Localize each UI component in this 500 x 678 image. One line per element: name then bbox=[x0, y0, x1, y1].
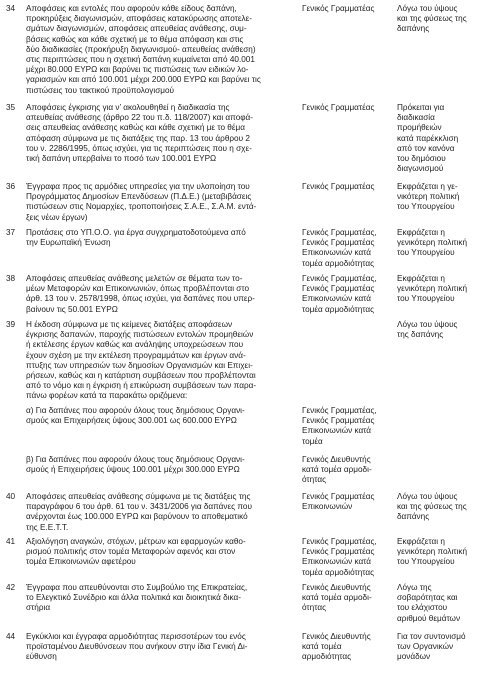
row-description: Εγκύκλιοι και έγγραφα αρμοδιότητας περισσοτέρων του ενός προϊσταμένου Διευθύνσεων που ανήκουν στην ίδια Γενική Δι- εύθυνση bbox=[26, 632, 248, 662]
row-official: Γενικός Γραμματέας bbox=[302, 182, 375, 191]
row-description: Έγγραφα που απευθύνονται στο Συμβούλιο της Επικρατείας, το Ελεγκτικό Συνέδριο και άλλα πολιτικά και διοικητικά δικα- στήρια bbox=[26, 583, 248, 613]
row-reason: Εκφράζεται η γενικότερη πολιτική του Υπουργείου bbox=[397, 274, 468, 304]
row-reason: Λόγω του ύψους και της φύσεως της δαπάνης bbox=[397, 492, 467, 522]
row-official: Γενικός Διευθυντής κατά τομέα αρμοδι- ότητας bbox=[302, 455, 372, 485]
row-reason: Εκφράζεται η γενικότερη πολιτική του Υπουργείου bbox=[397, 537, 468, 567]
row-number: 36 bbox=[6, 182, 16, 191]
row-number: 35 bbox=[6, 103, 16, 112]
row-reason: Λόγω του ύψους της δαπάνης bbox=[397, 320, 458, 340]
row-number: 37 bbox=[6, 228, 16, 237]
row-description: α) Για δαπάνες που αφορούν όλους τους δημόσιους Οργανι- σμούς και Επιχειρήσεις ύψους 300.001 ως 600.000 ΕΥΡΩ bbox=[26, 406, 245, 426]
row-reason: Λόγω του ύψους και της φύσεως της δαπάνης bbox=[397, 4, 467, 34]
row-official: Γενικός Διευθυντής κατά τομέα αρμοδι- ότητας bbox=[302, 583, 372, 613]
row-number: 42 bbox=[6, 583, 16, 592]
row-official: Γενικός Γραμματέας bbox=[302, 103, 375, 112]
row-number: 38 bbox=[6, 274, 16, 283]
row-number: 34 bbox=[6, 4, 16, 13]
row-reason: Εκφράζεται η γε- νικότερη πολιτική του Υπουργείου bbox=[397, 182, 460, 212]
row-description: Προτάσεις στο ΥΠ.Ο.Ο. για έργα συγχρηματοδοτούμενα από την Ευρωπαϊκή Ένωση bbox=[26, 228, 246, 248]
row-number: 39 bbox=[6, 320, 16, 329]
row-description: Έγγραφα προς τις αρμόδιες υπηρεσίες για την υλοποίηση του Προγράμματος Δημοσίων Επενδύσεων (Π.Δ.Ε.) (μεταβιβάσεις πιστώσεων στις Νομαρχίες, τροποποιήσεις Σ.Α.Ε., Σ.Α.Μ. εντά- ξεις νέων έργων) bbox=[26, 182, 257, 222]
row-description: β) Για δαπάνες που αφορούν όλους τους δημόσιους Οργανι- σμούς ή Επιχειρήσεις ύψους 100.001 μέχρι 300.000 ΕΥΡΩ bbox=[26, 455, 245, 475]
row-description: Αποφάσεις απευθείας ανάθεσης σύμφωνα με τις διατάξεις της παραγράφου 6 του άρθ. 61 του ν. 3431/2006 για δαπάνες που ανέρχονται έως 100.000 ΕΥΡΩ και βαρύνουν το αποθεματικό της Ε.Ε.Τ.Τ. bbox=[26, 492, 252, 532]
row-official: Γενικός Γραμματέας, Γενικός Γραμματέας Επικοινωνιών κατά τομέα bbox=[302, 406, 377, 446]
row-official: Γενικός Γραμματέας, Γενικός Γραμματέας Επικοινωνιών κατά τομέα αρμοδιότητας bbox=[302, 228, 377, 268]
row-reason: Πρόκειται για διαδικασία προμήθειών κατά παρέκκλιση από τον κανόνα του δημόσιου διαγωνισμού bbox=[397, 103, 459, 174]
row-description: Αποφάσεις απευθείας ανάθεσης μελετών σε θέματα των το- μέων Μεταφορών και Επικοινωνιών, όπως προβλέπονται στο άρθ. 13 του ν. 2578/1998, όπως ισχύει, για δαπάνες που υπερ- βαίνουν τις 50.001 ΕΥΡΩ bbox=[26, 274, 255, 314]
row-official: Γενικός Γραμματέας bbox=[302, 4, 375, 13]
row-reason: Εκφράζεται η γενικότερη πολιτική του Υπουργείου bbox=[397, 228, 468, 258]
row-official: Γενικός Γραμματέας, Γενικός Γραμματέας Επικοινωνιών κατά τομέα αρμοδιότητας bbox=[302, 537, 377, 577]
row-description: Η έκδοση σύμφωνα με τις κείμενες διατάξεις αποφάσεων έγκρισης δαπανών, παροχής πιστώσεων εντολών προμηθειών ή εκτέλεσης έργων καθώς και ανάληψης υποχρεώσεων που έχουν σχέση με την εκτέλεση προγραμμάτων και έργων ανά- πτυξης των υπηρεσιών των δημοσίων Οργανισμών και Επιχει- ρήσεων, καθώς και η κατάρτιση συμβάσεων που προβλέπονται από το νόμο και η έγκριση ή επικύρωση συμβάσεων των παρα- πάνω φορέων κατά τα παρακάτω οριζόμενα: bbox=[26, 320, 257, 401]
row-official: Γενικός Γραμματέας, Γενικός Γραμματέας Επικοινωνιών κατά τομέα αρμοδιότητας bbox=[302, 274, 377, 314]
row-description: Αποφάσεις και εντολές που αφορούν κάθε είδους δαπάνη, προκηρύξεις διαγωνισμών, αποφάσεις κατακύρωσης αποτελε- σμάτων διαγωνισμών, αποφάσεις απευθείας ανάθεσης, συμ- βάσεις καθώς και κάθε σχετική με το θέμα απόφαση και στις δύο διαδικασίες (προκήρυξη διαγωνισμού- απευθείας ανάθεση) στις περιπτώσεις που η σχετική δαπάνη κυμαίνεται από 40.001 μέχρι 80.000 ΕΥΡΩ και βαρύνει τις πιστώσεις των ειδικών λο- γαριασμών και από 100.001 μέχρι 200.000 ΕΥΡΩ και βαρύνει τις πιστώσεις του τακτικού προϋπολογισμού bbox=[26, 4, 261, 95]
row-description: Αποφάσεις έγκρισης για ν’ ακολουθηθεί η διαδικασία της απευθείας ανάθεσης (άρθρο 22 του π.δ. 118/2007) και αποφά- σεις απευθείας ανάθεσης καθώς και κάθε σχετική με το θέμα απόφαση σύμφωνα με τις διατάξεις της παρ. 13 του άρθρου 2 του ν. 2286/1995, όπως ισχύει, για τις περιπτώσεις που η σχε- τική δαπάνη υπερβαίνει το ποσό των 100.001 ΕΥΡΩ bbox=[26, 103, 254, 164]
row-official: Γενικός Γραμματέας Επικοινωνιών bbox=[302, 492, 375, 512]
row-reason: Λόγω της σοβαρότητας και του ελάχιστου αριθμού θεμάτων bbox=[397, 583, 461, 623]
row-number: 41 bbox=[6, 537, 16, 546]
row-official: Γενικός Διευθυντής κατά τομέα αρμοδιότητας bbox=[302, 632, 371, 662]
row-number: 40 bbox=[6, 492, 16, 501]
row-description: Αξιολόγηση αναγκών, στόχων, μέτρων και εφαρμογών καθο- ρισμού πολιτικής στον τομέα Μεταφορών αφενός και στον τομέα Επικοινωνιών αφετέρου bbox=[26, 537, 246, 567]
row-number: 44 bbox=[6, 632, 16, 641]
row-reason: Για τον συντονισμό των Οργανικών μονάδων bbox=[397, 632, 466, 662]
